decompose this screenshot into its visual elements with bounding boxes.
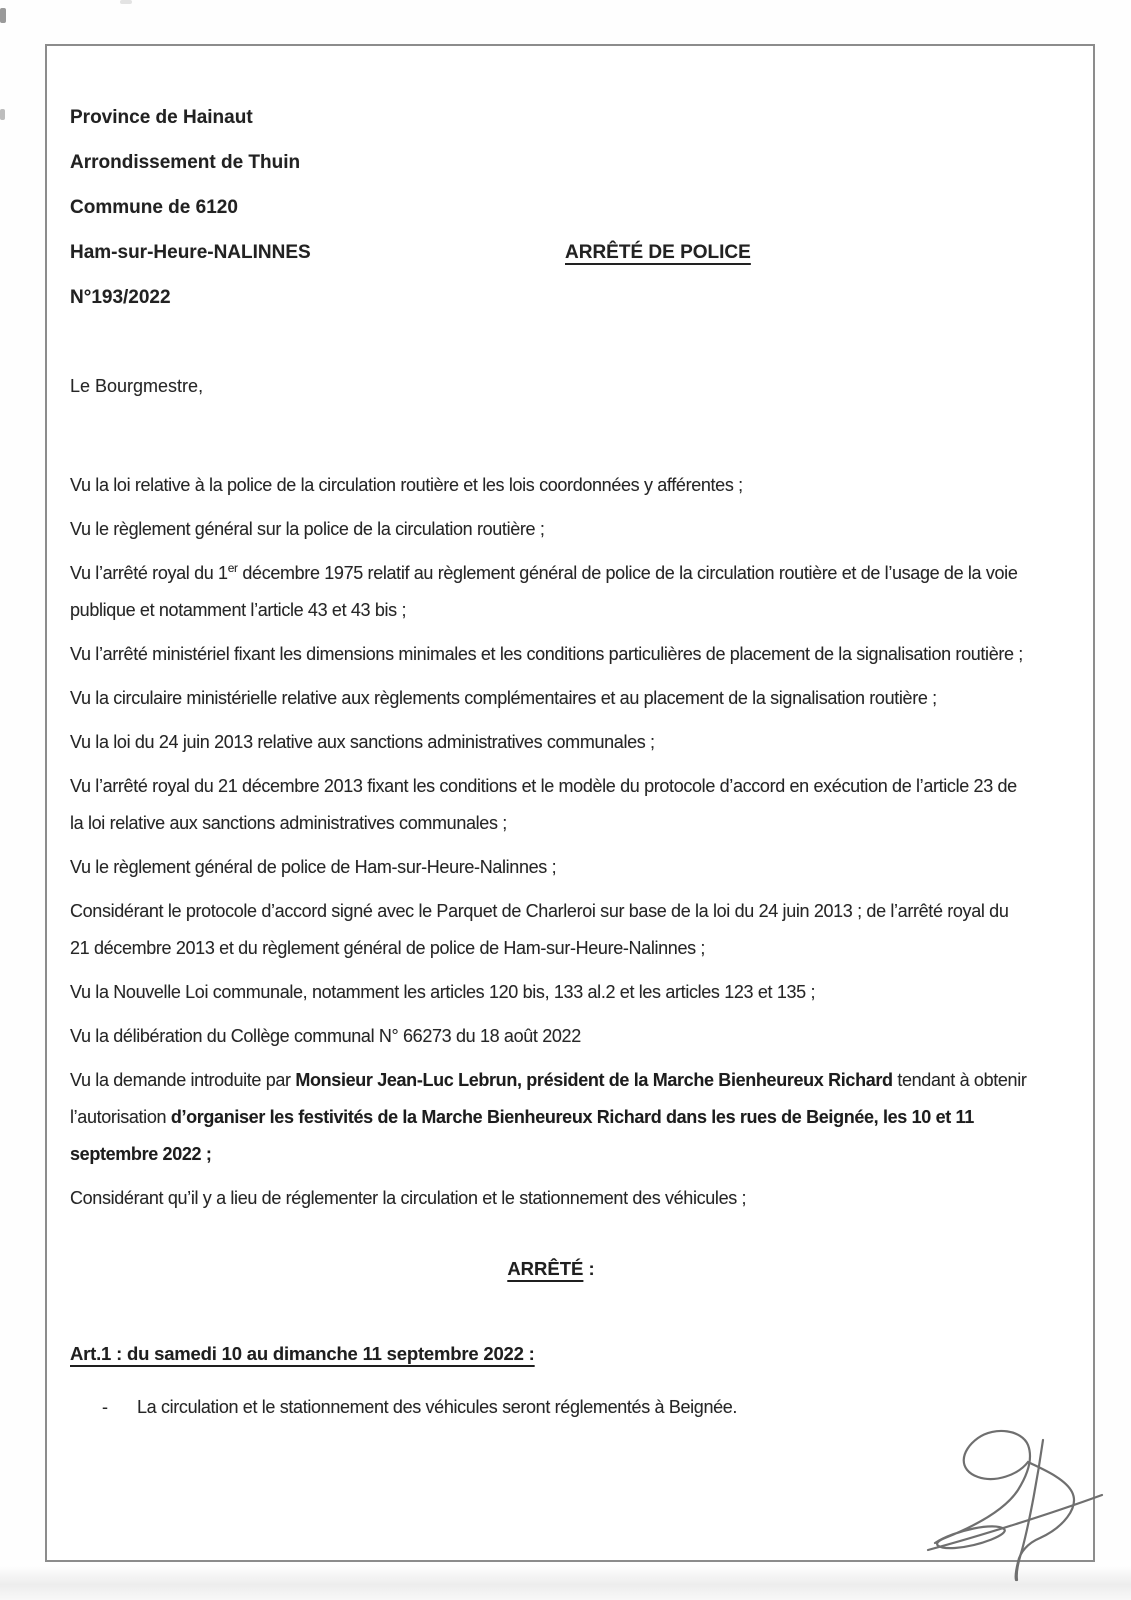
locality-line: Ham-sur-Heure-NALINNES xyxy=(70,242,311,263)
article-1-heading: Art.1 : du samedi 10 au dimanche 11 septembre 2022 : xyxy=(70,1343,535,1364)
page-border xyxy=(45,44,1095,1562)
recital-text: Vu la demande introduite par xyxy=(70,1070,296,1090)
recital-bold-text: Monsieur Jean-Luc Lebrun, président de la Marche Bienheureux Richard xyxy=(295,1070,893,1090)
recital-paragraph: Considérant le protocole d’accord signé avec le Parquet de Charleroi sur base de la loi du 24 juin 2013 ; de l’arrêté royal du 21 décembre 2013 et du règlement général de police de Ham-sur-Heure-Nalinnes ; xyxy=(70,901,1009,958)
document-header xyxy=(70,106,1032,309)
scan-artifact xyxy=(0,109,5,120)
recital-paragraph: Vu la circulaire ministérielle relative aux règlements complémentaires et au placement de la signalisation routière ; xyxy=(70,688,937,708)
recital-paragraph xyxy=(70,555,1032,629)
locality-row xyxy=(70,241,1032,264)
province-line: Province de Hainaut xyxy=(70,107,253,128)
recital-paragraph: Vu la loi du 24 juin 2013 relative aux sanctions administratives communales ; xyxy=(70,732,655,752)
decree-heading-word: ARRÊTÉ xyxy=(507,1258,584,1279)
decree-heading xyxy=(70,1250,1032,1287)
decree-heading-colon: : xyxy=(583,1258,595,1279)
recital-paragraph: Vu la délibération du Collège communal N° 66273 du 18 août 2022 xyxy=(70,1026,581,1046)
recital-text: décembre 1975 relatif au règlement général de police de la circulation routière et de l’usage de la voie publique et notamment l’article 43 et 43 bis ; xyxy=(70,563,1018,620)
recital-text: Vu l’arrêté royal du 1 xyxy=(70,563,228,583)
signature-scribble xyxy=(900,1380,1131,1600)
scan-artifact xyxy=(120,0,132,4)
recital-bold-text: d’organiser les festivités de la Marche Bienheureux Richard dans les rues de Beignée, les 10 et 11 septembre 2022 ; xyxy=(70,1107,974,1164)
ordinal-superscript: er xyxy=(227,561,238,575)
salutation: Le Bourgmestre, xyxy=(70,376,204,396)
recital-paragraph: Vu la loi relative à la police de la circulation routière et les lois coordonnées y afférentes ; xyxy=(70,475,743,495)
recital-paragraph: Vu l’arrêté royal du 21 décembre 2013 fixant les conditions et le modèle du protocole d’accord en exécution de l’article 23 de la loi relative aux sanctions administratives communales ; xyxy=(70,776,1017,833)
recitals-section xyxy=(70,467,1032,1217)
scan-artifact xyxy=(0,8,6,23)
arrondissement-line: Arrondissement de Thuin xyxy=(70,152,301,173)
recital-paragraph: Vu le règlement général de police de Ham-sur-Heure-Nalinnes ; xyxy=(70,857,557,877)
document-title: ARRÊTÉ DE POLICE xyxy=(565,242,751,263)
recital-paragraph: Vu la Nouvelle Loi communale, notamment les articles 120 bis, 133 al.2 et les articles 123 et 135 ; xyxy=(70,982,816,1002)
article-1-item xyxy=(70,1389,1032,1426)
commune-line: Commune de 6120 xyxy=(70,197,238,218)
recital-paragraph xyxy=(70,1062,1032,1173)
document-content xyxy=(70,106,1032,1426)
recital-paragraph: Vu l’arrêté ministériel fixant les dimensions minimales et les conditions particulières de placement de la signalisation routière ; xyxy=(70,644,1023,664)
recital-paragraph: Considérant qu’il y a lieu de réglementer la circulation et le stationnement des véhicules ; xyxy=(70,1188,747,1208)
signature-diagonal-stroke xyxy=(928,1495,1102,1550)
list-dash: - xyxy=(102,1397,108,1417)
recital-paragraph: Vu le règlement général sur la police de la circulation routière ; xyxy=(70,519,545,539)
reference-number: N°193/2022 xyxy=(70,287,171,308)
signature-main-stroke xyxy=(935,1431,1074,1580)
article-1-item-text: La circulation et le stationnement des véhicules seront réglementés à Beignée. xyxy=(137,1397,738,1417)
recital-text: tendant à obtenir l’autorisation xyxy=(70,1070,1027,1127)
